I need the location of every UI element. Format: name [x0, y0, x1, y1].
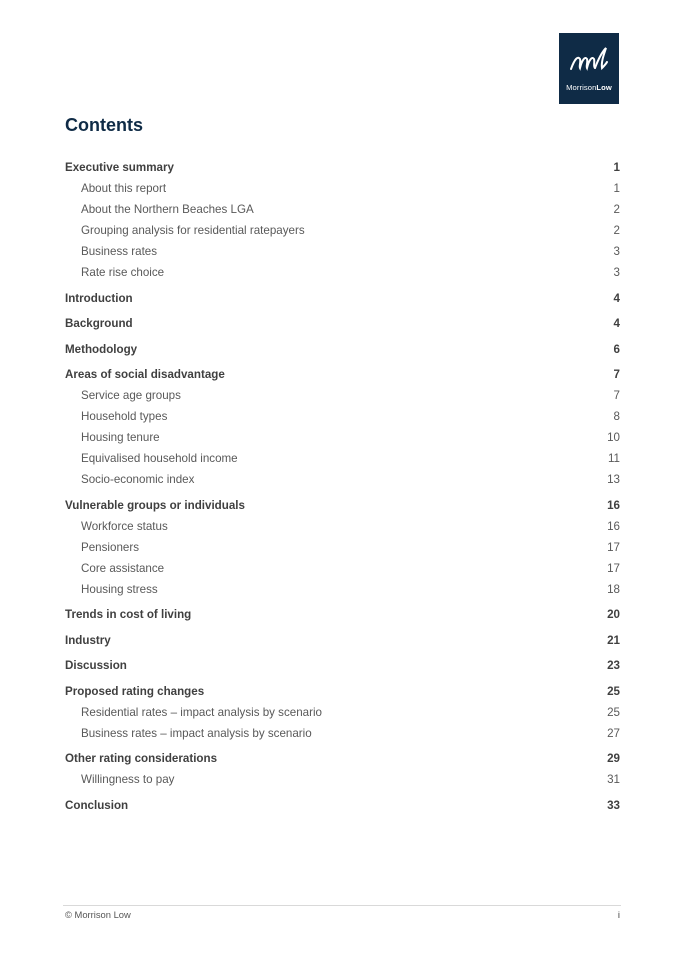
toc-entry-label: Household types [81, 410, 168, 423]
toc-section-entry[interactable] [65, 495, 620, 516]
toc-entry-page: 17 [607, 561, 620, 575]
toc-section-entry[interactable] [65, 313, 620, 334]
toc-entry-label: Service age groups [81, 389, 181, 402]
toc-entry-page: 11 [607, 452, 620, 465]
toc-entry-page: 23 [607, 659, 620, 672]
toc-section-entry[interactable] [65, 157, 620, 178]
toc-entry-page: 2 [613, 203, 620, 216]
toc-subsection-entry[interactable] [65, 448, 620, 469]
footer-page-number: i [617, 909, 620, 920]
toc-entry-label: Conclusion [65, 798, 129, 812]
toc-subsection-entry[interactable] [65, 427, 620, 448]
toc-entry-page: 33 [607, 798, 620, 812]
toc-entry-label: Equivalised household income [81, 452, 238, 465]
toc-entry-label: Willingness to pay [81, 773, 175, 786]
toc-entry-page: 1 [613, 182, 620, 195]
toc-entry-label: Executive summary [65, 161, 174, 174]
toc-entry-label: Other rating considerations [65, 752, 218, 765]
toc-entry-page: 18 [607, 582, 620, 596]
toc-subsection-entry[interactable] [65, 723, 620, 744]
toc-section-entry[interactable] [65, 288, 620, 309]
toc-entry-page: 21 [607, 633, 620, 647]
toc-subsection-entry[interactable] [65, 769, 620, 790]
toc-subsection-entry[interactable] [65, 199, 620, 220]
toc-entry-page: 7 [613, 389, 620, 402]
toc-section-entry[interactable] [65, 681, 620, 702]
footer-divider [63, 905, 621, 906]
toc-entry-page: 29 [607, 752, 620, 765]
toc-entry-page: 7 [613, 368, 620, 381]
toc-entry-label: Grouping analysis for residential ratepayers [81, 224, 305, 237]
toc-subsection-entry[interactable] [65, 241, 620, 262]
toc-section-entry[interactable] [65, 630, 620, 651]
toc-entry-label: Core assistance [81, 561, 165, 575]
toc-entry-page: 3 [613, 245, 620, 258]
page-title: Contents [65, 115, 143, 135]
toc-entry-label: Workforce status [81, 519, 168, 533]
toc-entry-page: 13 [607, 473, 620, 486]
toc-entry-page: 31 [607, 773, 620, 786]
toc-entry-label: Residential rates – impact analysis by scenario [81, 705, 323, 719]
toc-entry-label: Housing stress [81, 582, 158, 596]
toc-entry-page: 25 [607, 684, 620, 698]
toc-subsection-entry[interactable] [65, 262, 620, 283]
toc-entry-page: 4 [613, 291, 620, 305]
toc-entry-page: 16 [607, 498, 620, 512]
toc-entry-page: 27 [607, 726, 620, 740]
toc-section-entry[interactable] [65, 655, 620, 676]
toc-entry-page: 1 [613, 161, 620, 174]
toc-entry-label: Housing tenure [81, 431, 160, 444]
toc-entry-label: Areas of social disadvantage [65, 368, 225, 381]
toc-entry-label: Business rates – impact analysis by scenario [81, 726, 312, 740]
toc-entry-label: Business rates [81, 245, 158, 258]
ml-monogram-icon [569, 46, 609, 72]
toc-entry-page: 2 [613, 224, 620, 237]
toc-subsection-entry[interactable] [65, 558, 620, 579]
toc-entry-page: 20 [607, 608, 620, 621]
toc-entry-label: About this report [81, 182, 167, 195]
toc-entry-page: 10 [607, 431, 620, 444]
toc-entry-page: 8 [613, 410, 620, 423]
toc-entry-label: Vulnerable groups or individuals [65, 498, 245, 512]
toc-entry-label: Proposed rating changes [65, 684, 205, 698]
toc-entry-label: About the Northern Beaches LGA [81, 203, 254, 216]
toc-subsection-entry[interactable] [65, 178, 620, 199]
toc-subsection-entry[interactable] [65, 469, 620, 490]
toc-subsection-entry[interactable] [65, 516, 620, 537]
toc-entry-page: 4 [613, 317, 620, 330]
toc-entry-label: Discussion [65, 659, 127, 672]
toc-subsection-entry[interactable] [65, 406, 620, 427]
logo-name-part2: Low [596, 83, 612, 92]
toc-section-entry[interactable] [65, 364, 620, 385]
footer-copyright: © Morrison Low [65, 909, 131, 920]
toc-entry-page: 17 [607, 540, 620, 554]
toc-entry-label: Introduction [65, 291, 133, 305]
toc-entry-label: Trends in cost of living [65, 608, 192, 621]
toc-entry-label: Pensioners [81, 540, 140, 554]
toc-entry-label: Industry [65, 633, 111, 647]
toc-section-entry[interactable] [65, 339, 620, 360]
toc-subsection-entry[interactable] [65, 385, 620, 406]
toc-entry-label: Background [65, 317, 133, 330]
toc-subsection-entry[interactable] [65, 220, 620, 241]
toc-subsection-entry[interactable] [65, 579, 620, 600]
toc-entry-page: 16 [607, 519, 620, 533]
toc-section-entry[interactable] [65, 795, 620, 816]
company-logo [559, 33, 619, 104]
toc-entry-label: Methodology [65, 342, 138, 356]
logo-wordmark [559, 83, 619, 92]
toc-entry-label: Rate rise choice [81, 266, 165, 279]
toc-subsection-entry[interactable] [65, 537, 620, 558]
toc-entry-page: 25 [607, 705, 620, 719]
toc-entry-label: Socio-economic index [81, 473, 195, 486]
toc-entry-page: 6 [613, 342, 620, 356]
logo-name-part1: Morrison [566, 83, 597, 92]
toc-subsection-entry[interactable] [65, 702, 620, 723]
toc-section-entry[interactable] [65, 748, 620, 769]
toc-section-entry[interactable] [65, 604, 620, 625]
toc-entry-page: 3 [613, 266, 620, 279]
table-of-contents [65, 157, 620, 816]
